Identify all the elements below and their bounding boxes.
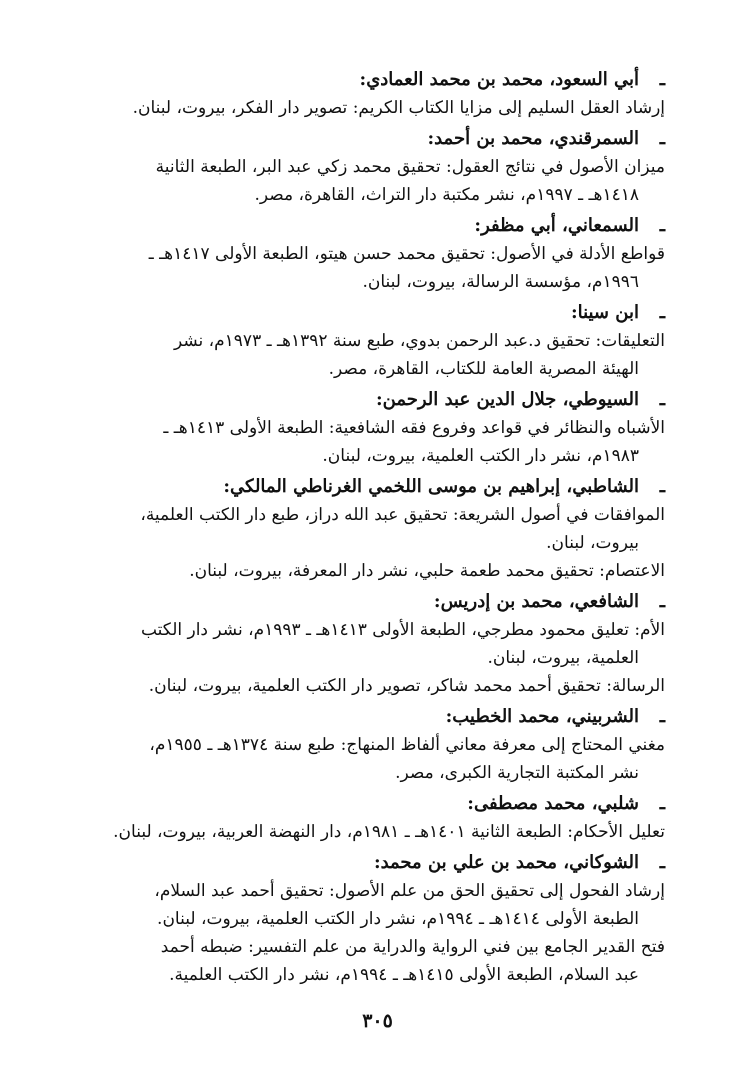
entry-bullet: ـ xyxy=(659,852,665,873)
bibliography-entry xyxy=(100,299,665,383)
work-citation xyxy=(100,501,665,557)
author-name: الشاطبي، إبراهيم بن موسى اللخمي الغرناطي المالكي: xyxy=(223,476,639,497)
entry-bullet: ـ xyxy=(659,476,665,497)
citation-line: الطبعة الأولى ١٤١٤هـ ـ ١٩٩٤م، نشر دار الكتب العلمية، بيروت، لبنان. xyxy=(157,909,639,929)
author-name: ابن سينا: xyxy=(570,302,639,323)
entry-bullet: ـ xyxy=(659,128,665,149)
author-heading xyxy=(100,473,665,501)
author-name: الشربيني، محمد الخطيب: xyxy=(445,706,639,727)
bibliography-entry xyxy=(100,790,665,846)
bibliography-entry xyxy=(100,125,665,209)
bibliography-entry xyxy=(100,703,665,787)
citation-line: ١٩٨٣م، نشر دار الكتب العلمية، بيروت، لبنان. xyxy=(322,446,639,466)
entry-bullet: ـ xyxy=(659,389,665,410)
citation-line: تعليل الأحكام: الطبعة الثانية ١٤٠١هـ ـ ١٩٨١م، دار النهضة العربية، بيروت، لبنان. xyxy=(113,822,665,842)
author-name: السمرقندي، محمد بن أحمد: xyxy=(427,128,639,149)
author-heading xyxy=(100,386,665,414)
bibliography-entry xyxy=(100,588,665,700)
citation-line: بيروت، لبنان. xyxy=(546,533,639,553)
page-number: ٣٠٥ xyxy=(362,1010,393,1032)
work-citation xyxy=(100,240,665,296)
author-heading xyxy=(100,703,665,731)
work-citation xyxy=(100,414,665,470)
author-name: الشافعي، محمد بن إدريس: xyxy=(433,591,639,612)
author-heading xyxy=(100,299,665,327)
entry-bullet: ـ xyxy=(659,215,665,236)
work-citation xyxy=(100,616,665,672)
citation-line: الاعتصام: تحقيق محمد طعمة حلبي، نشر دار المعرفة، بيروت، لبنان. xyxy=(189,561,665,581)
citation-line: ميزان الأصول في نتائج العقول: تحقيق محمد زكي عبد البر، الطبعة الثانية xyxy=(155,157,665,177)
citation-line: الأشباه والنظائر في قواعد وفروع فقه الشافعية: الطبعة الأولى ١٤١٣هـ ـ xyxy=(163,418,665,438)
author-name: شلبي، محمد مصطفى: xyxy=(467,793,639,814)
work-citation xyxy=(100,327,665,383)
citation-line: عبد السلام، الطبعة الأولى ١٤١٥هـ ـ ١٩٩٤م، نشر دار الكتب العلمية. xyxy=(169,965,639,985)
citation-line: إرشاد العقل السليم إلى مزايا الكتاب الكريم: تصوير دار الفكر، بيروت، لبنان. xyxy=(132,98,665,118)
citation-line: الهيئة المصرية العامة للكتاب، القاهرة، مصر. xyxy=(328,359,639,379)
entry-bullet: ـ xyxy=(659,591,665,612)
work-citation xyxy=(100,153,665,209)
bibliography-entry xyxy=(100,386,665,470)
citation-line: العلمية، بيروت، لبنان. xyxy=(487,648,639,668)
entry-bullet: ـ xyxy=(659,793,665,814)
citation-line: نشر المكتبة التجارية الكبرى، مصر. xyxy=(395,763,639,783)
entry-bullet: ـ xyxy=(659,302,665,323)
entry-bullet: ـ xyxy=(659,706,665,727)
citation-line: التعليقات: تحقيق د.عبد الرحمن بدوي، طبع سنة ١٣٩٢هـ ـ ١٩٧٣م، نشر xyxy=(173,331,665,351)
author-name: السيوطي، جلال الدين عبد الرحمن: xyxy=(376,389,639,410)
work-citation xyxy=(100,731,665,787)
author-heading xyxy=(100,125,665,153)
bibliography-entry xyxy=(100,849,665,989)
author-name: السمعاني، أبي مظفر: xyxy=(474,215,639,236)
author-name: أبي السعود، محمد بن محمد العمادي: xyxy=(359,69,639,90)
author-heading xyxy=(100,849,665,877)
work-citation xyxy=(100,818,665,846)
author-heading xyxy=(100,66,665,94)
work-citation xyxy=(100,933,665,989)
citation-line: الموافقات في أصول الشريعة: تحقيق عبد الله دراز، طبع دار الكتب العلمية، xyxy=(140,505,665,525)
bibliography-list xyxy=(100,66,665,989)
work-citation xyxy=(100,672,665,700)
author-heading xyxy=(100,790,665,818)
author-name: الشوكاني، محمد بن علي بن محمد: xyxy=(373,852,639,873)
citation-line: الأم: تعليق محمود مطرجي، الطبعة الأولى ١٤١٣هـ ـ ١٩٩٣م، نشر دار الكتب xyxy=(140,620,665,640)
citation-line: فتح القدير الجامع بين فني الرواية والدراية من علم التفسير: ضبطه أحمد xyxy=(160,937,665,957)
citation-line: الرسالة: تحقيق أحمد محمد شاكر، تصوير دار الكتب العلمية، بيروت، لبنان. xyxy=(148,676,665,696)
bibliography-entry xyxy=(100,212,665,296)
citation-line: ١٤١٨هـ ـ ١٩٩٧م، نشر مكتبة دار التراث، القاهرة، مصر. xyxy=(254,185,639,205)
author-heading xyxy=(100,212,665,240)
bibliography-entry xyxy=(100,473,665,585)
bibliography-entry xyxy=(100,66,665,122)
work-citation xyxy=(100,557,665,585)
citation-line: ١٩٩٦م، مؤسسة الرسالة، بيروت، لبنان. xyxy=(362,272,639,292)
citation-line: إرشاد الفحول إلى تحقيق الحق من علم الأصول: تحقيق أحمد عبد السلام، xyxy=(154,881,665,901)
author-heading xyxy=(100,588,665,616)
citation-line: مغني المحتاج إلى معرفة معاني ألفاظ المنهاج: طبع سنة ١٣٧٤هـ ـ ١٩٥٥م، xyxy=(149,735,665,755)
work-citation xyxy=(100,877,665,933)
work-citation xyxy=(100,94,665,122)
entry-bullet: ـ xyxy=(659,69,665,90)
citation-line: قواطع الأدلة في الأصول: تحقيق محمد حسن هيتو، الطبعة الأولى ١٤١٧هـ ـ xyxy=(148,244,665,264)
